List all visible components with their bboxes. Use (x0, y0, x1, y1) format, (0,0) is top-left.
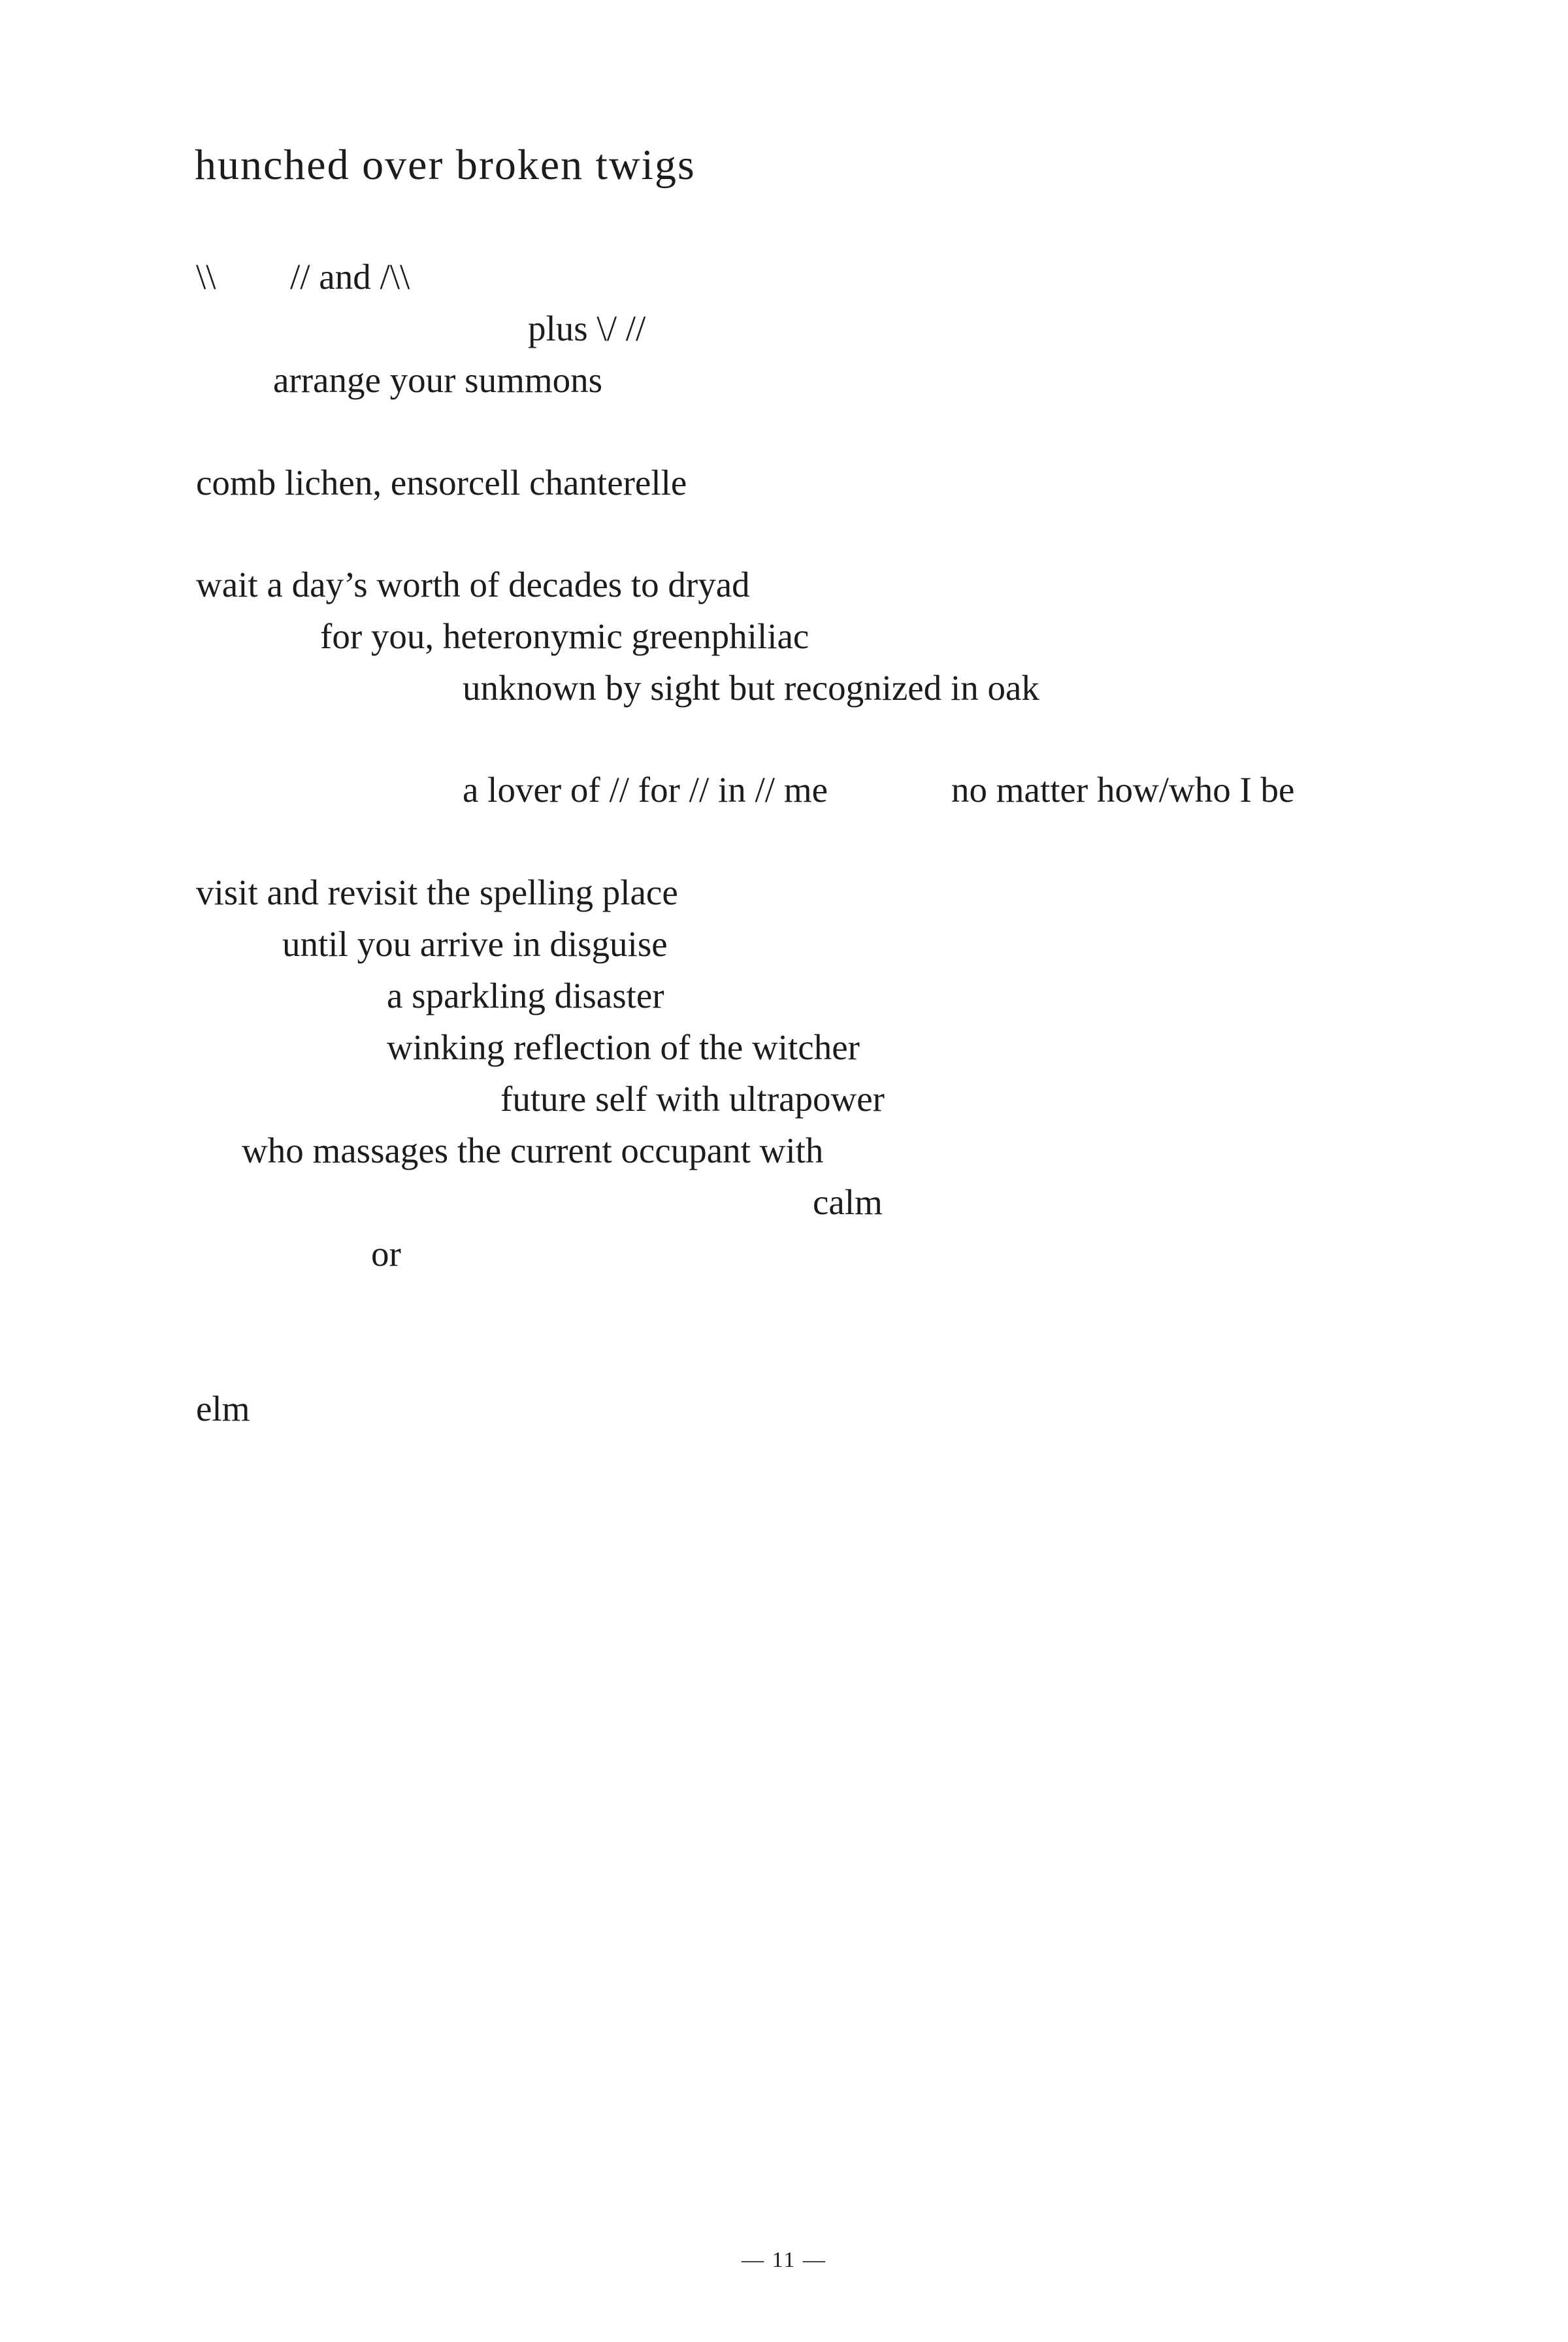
poem-line: comb lichen, ensorcell chanterelle (196, 463, 687, 503)
poem-line: future self with ultrapower (500, 1079, 885, 1119)
poem-line: calm (813, 1182, 883, 1222)
poem-line: visit and revisit the spelling place (196, 872, 678, 912)
page-number: — 11 — (742, 2248, 826, 2272)
poem-line: who massages the current occupant with (242, 1130, 824, 1170)
poem-line: for you, heteronymic greenphiliac (320, 616, 809, 656)
poem-line: winking reflection of the witcher (387, 1027, 860, 1067)
poem-line: a sparkling disaster (387, 976, 664, 1015)
poem-line: wait a day’s worth of decades to dryad (196, 565, 750, 604)
poem-line: a lover of // for // in // me (463, 770, 828, 810)
poem-line: unknown by sight but recognized in oak (463, 668, 1039, 708)
poem-line: \\ (196, 257, 216, 297)
poem-line: plus \/ // (528, 308, 646, 348)
poem-line: until you arrive in disguise (282, 924, 668, 964)
poem-line: // and /\\ (290, 257, 410, 297)
poem-line: elm (196, 1389, 250, 1428)
poem-line: no matter how/who I be (951, 770, 1295, 810)
poem-line: or (371, 1234, 401, 1274)
poem-title: hunched over broken twigs (195, 141, 696, 189)
poem-line: arrange your summons (273, 360, 603, 400)
